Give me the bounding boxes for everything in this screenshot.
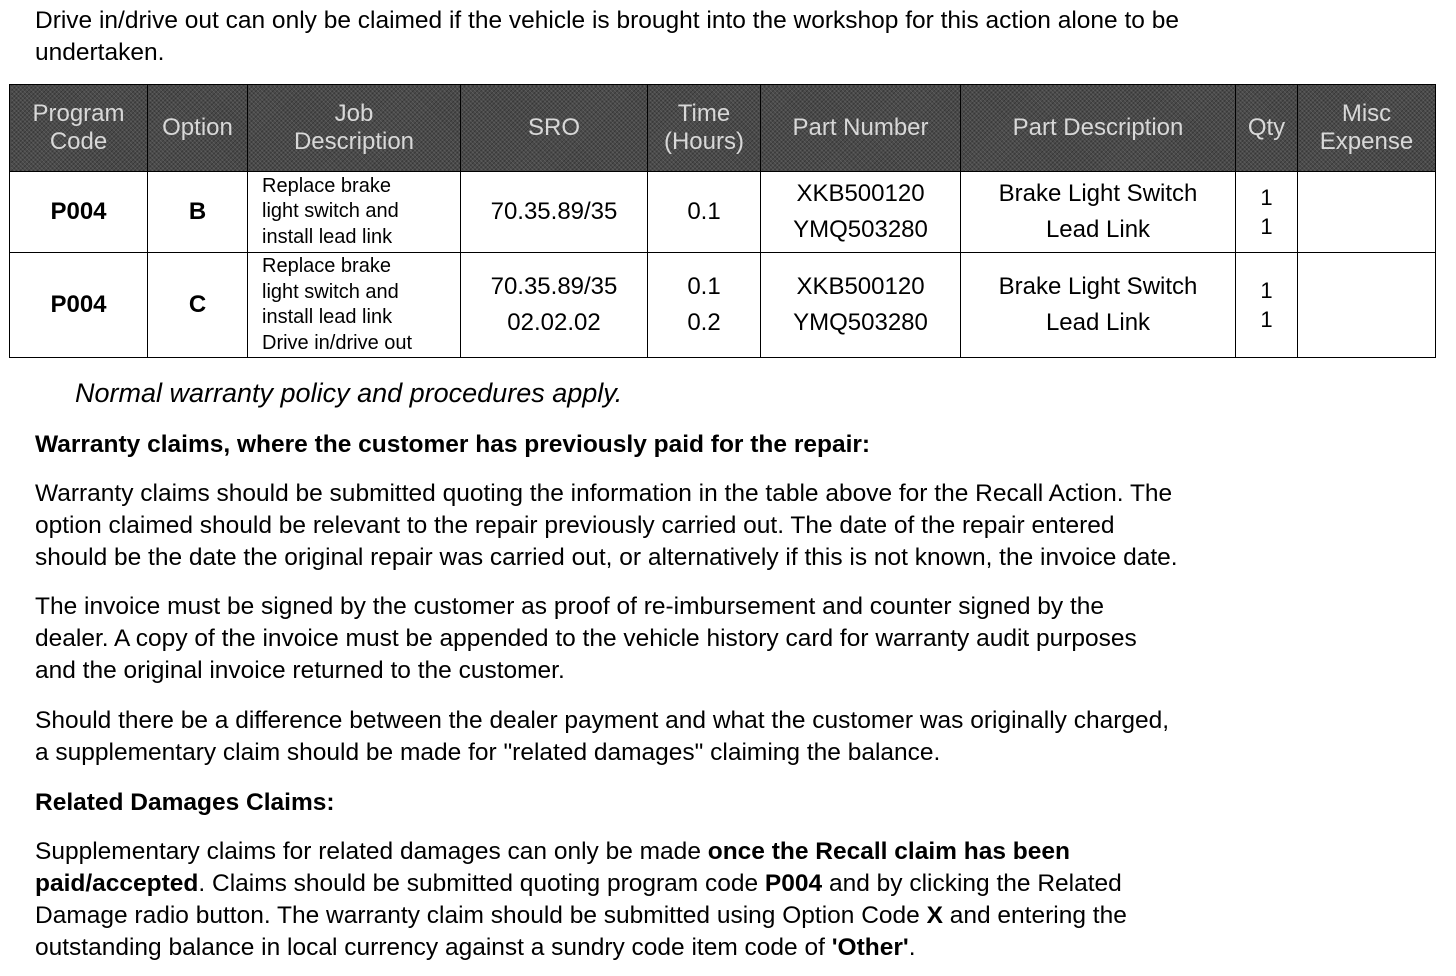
cell-misc-expense	[1298, 172, 1436, 253]
cell-part-number: XKB500120 YMQ503280	[761, 172, 961, 253]
related-text-5: .	[908, 934, 916, 961]
cell-program-code: P004	[10, 172, 148, 253]
cell-time: 0.1	[648, 172, 761, 253]
cell-time: 0.1 0.2	[648, 253, 761, 358]
cell-qty: 1 1	[1236, 253, 1298, 358]
header-sro: SRO	[461, 85, 648, 172]
cell-part-description: Brake Light Switch Lead Link	[961, 253, 1236, 358]
table-header-row	[10, 85, 1436, 172]
related-damages-paragraph	[35, 836, 1435, 964]
warranty-paragraph-2: The invoice must be signed by the customer as proof of re-imbursement and counter signed by the dealer. A copy of the invoice must be appended to the vehicle history card for warranty audit purposes and the original invoice returned to the customer.	[35, 593, 1137, 684]
header-time: Time (Hours)	[648, 85, 761, 172]
cell-job-description: Replace brake light switch and install lead link Drive in/drive out	[248, 253, 461, 358]
related-text-2: . Claims should be submitted quoting program code	[198, 870, 765, 897]
related-bold-other: 'Other'	[831, 934, 909, 961]
related-text-3: and by clicking the Related Damage radio button. The warranty claim should be submitted using Option Code	[35, 870, 1122, 929]
header-qty: Qty	[1236, 85, 1298, 172]
warranty-paragraph-1: Warranty claims should be submitted quoting the information in the table above for the Recall Action. The option claimed should be relevant to the repair previously carried out. The date of the repair entered should be the date the original repair was carried out, or alternatively if this is not known, the invoice date.	[35, 480, 1178, 571]
table-row	[10, 253, 1436, 358]
header-part-number: Part Number	[761, 85, 961, 172]
cell-option: B	[148, 172, 248, 253]
cell-part-number: XKB500120 YMQ503280	[761, 253, 961, 358]
header-job-description: Job Description	[248, 85, 461, 172]
cell-qty: 1 1	[1236, 172, 1298, 253]
cell-sro: 70.35.89/35 02.02.02	[461, 253, 648, 358]
cell-sro: 70.35.89/35	[461, 172, 648, 253]
header-misc-expense: Misc Expense	[1298, 85, 1436, 172]
cell-job-description: Replace brake light switch and install lead link	[248, 172, 461, 253]
related-damages-heading: Related Damages Claims:	[35, 789, 335, 816]
related-text-4: and entering the outstanding balance in local currency against a sundry code item code of	[35, 902, 1127, 961]
header-part-description: Part Description	[961, 85, 1236, 172]
warranty-heading: Warranty claims, where the customer has previously paid for the repair:	[35, 431, 871, 458]
related-text-1: Supplementary claims for related damages can only be made	[35, 838, 708, 865]
intro-paragraph: Drive in/drive out can only be claimed if the vehicle is brought into the workshop for this action alone to be undertaken.	[35, 7, 1179, 66]
related-bold-option-code: X	[926, 902, 943, 929]
recall-claims-table	[9, 84, 1436, 358]
related-bold-program-code: P004	[764, 870, 823, 897]
cell-part-description: Brake Light Switch Lead Link	[961, 172, 1236, 253]
cell-program-code: P004	[10, 253, 148, 358]
header-option: Option	[148, 85, 248, 172]
table-row	[10, 172, 1436, 253]
policy-note: Normal warranty policy and procedures apply.	[75, 378, 623, 408]
cell-misc-expense	[1298, 253, 1436, 358]
warranty-paragraph-3: Should there be a difference between the dealer payment and what the customer was originally charged, a supplementary claim should be made for "related damages" claiming the balance.	[35, 707, 1170, 766]
related-bold-recall-paid: once the Recall claim has been paid/accepted	[35, 838, 1070, 897]
header-program-code: Program Code	[10, 85, 148, 172]
cell-option: C	[148, 253, 248, 358]
